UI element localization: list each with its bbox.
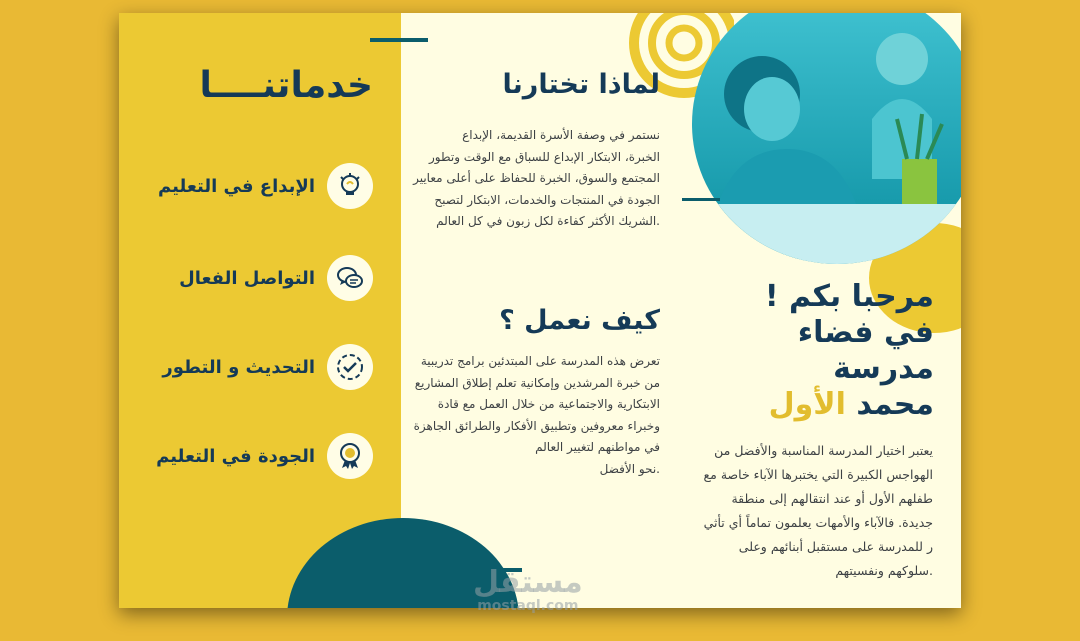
welcome-line: مدرسة	[833, 351, 934, 386]
watermark-latin: mostaql.com	[477, 598, 579, 614]
brochure	[119, 13, 961, 608]
welcome-body-line: يعتبر اختيار المدرسة المناسبة والأفضل من	[714, 443, 933, 458]
services-title: خدماتنــــا	[199, 65, 373, 106]
how-title: كيف نعمل ؟	[499, 305, 660, 336]
decorative-dash	[370, 38, 428, 42]
welcome-body-line: الهواجس الكبيرة التي يختبرها الآباء خاصة مع	[703, 467, 933, 482]
welcome-school-name	[765, 387, 934, 423]
service-item-quality	[156, 433, 373, 479]
why-line: الجودة في المنتجات والخدمات، الابتكار لتصبح	[434, 192, 660, 207]
welcome-line: في فضاء	[797, 315, 934, 350]
why-line: نستمر في وصفة الأسرة القديمة، الإبداع	[462, 128, 660, 142]
why-body	[390, 125, 660, 233]
quality-badge-icon	[327, 433, 373, 479]
service-item-communication	[179, 255, 373, 301]
welcome-line: مرحبا بكم !	[764, 279, 934, 314]
how-line: تعرض هذه المدرسة على المبتدئين برامج تدريبية	[420, 354, 660, 368]
why-line: .الشريك الأكثر كفاءة لكل زبون في كل العالم	[436, 214, 660, 228]
why-line: الخبرة، الابتكار الإبداع للسباق مع الوقت وتطور	[429, 149, 660, 164]
how-line: .نحو الأفضل	[599, 461, 660, 476]
why-line: المجتمع والسوق، الخبرة للحفاظ على أعلى معايير	[413, 171, 660, 185]
welcome-heading	[765, 279, 934, 423]
check-cycle-icon	[327, 344, 373, 390]
how-body	[390, 351, 660, 480]
welcome-body-line: .سلوكهم ونفسيتهم	[835, 563, 933, 578]
watermark	[473, 565, 583, 614]
decorative-line	[682, 198, 720, 201]
students-photo	[687, 13, 961, 269]
welcome-body-line: ر للمدرسة على مستقبل أبنائهم وعلى	[738, 539, 933, 554]
how-line: في مواطنهم لتغيير العالم	[535, 440, 660, 454]
service-item-creativity	[158, 163, 373, 209]
welcome-body-line: جديدة. فالآباء والأمهات يعلمون تماماً أي تأثي	[703, 515, 933, 530]
watermark-arabic: مستقل	[473, 565, 583, 600]
how-line: من خبرة المرشدين وإمكانية تعلم إطلاق المشاريع	[414, 375, 660, 390]
how-line: الابتكارية والاجتماعية من خلال العمل مع قادة	[437, 397, 660, 411]
chat-bubbles-icon	[327, 255, 373, 301]
service-label: الجودة في التعليم	[156, 445, 315, 467]
why-title: لماذا تختارنا	[502, 69, 660, 100]
service-label: التحديث و التطور	[162, 356, 315, 378]
service-item-update	[162, 344, 373, 390]
how-line: وخبراء معروفين وتطبيق الأفكار والطرائق الجاهزة	[413, 418, 660, 433]
service-label: الإبداع في التعليم	[158, 175, 315, 197]
welcome-body	[683, 439, 933, 583]
services-panel	[119, 13, 401, 608]
brain-lightbulb-icon	[327, 163, 373, 209]
welcome-body-line: طفلهم الأول أو عند انتقالهم إلى منطقة	[731, 491, 933, 506]
service-label: التواصل الفعال	[179, 267, 315, 289]
school-name-accent: الأول	[768, 387, 846, 422]
school-name: محمد	[856, 387, 934, 422]
